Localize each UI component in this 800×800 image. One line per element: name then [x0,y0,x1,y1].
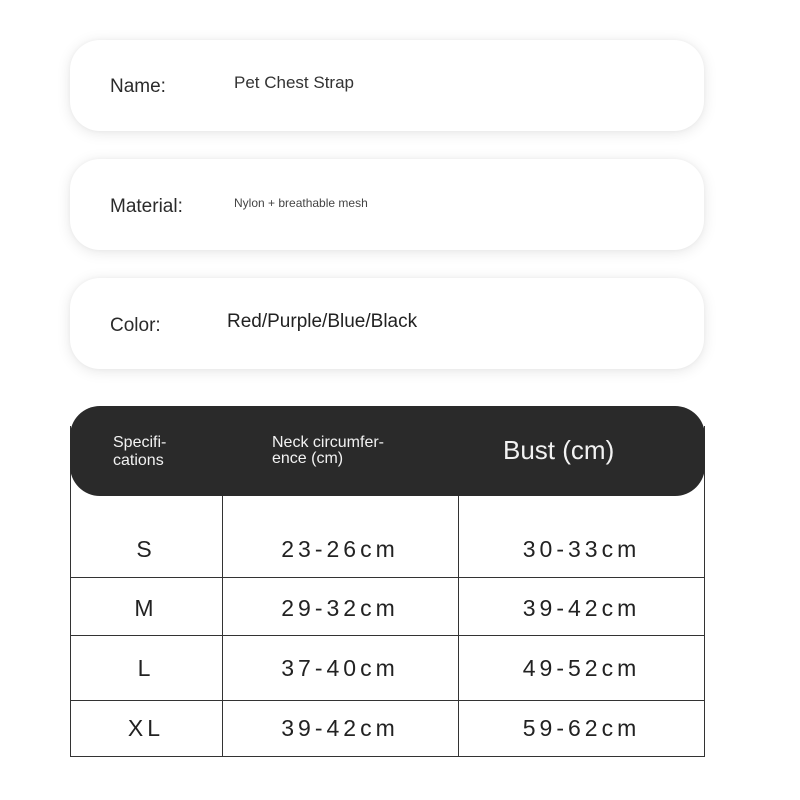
info-card-color [70,278,704,369]
row-divider [70,577,705,578]
color-value: Red/Purple/Blue/Black [227,311,418,332]
neck-cell: 23-26cm [281,536,399,562]
size-cell: S [136,536,156,562]
size-cell: XL [127,715,165,741]
header-neck-circumference: Neck circumfer- ence (cm) [272,434,385,467]
material-value: Nylon + breathable mesh [234,196,368,210]
size-cell: M [134,595,158,621]
neck-cell: 29-32cm [281,595,399,621]
info-card-name [70,40,704,131]
color-label: Color: [110,315,161,336]
material-label: Material: [110,196,183,217]
neck-cell: 37-40cm [281,655,399,681]
info-card-material [70,159,704,250]
header-specifications: Specifi- cations [113,434,167,469]
bust-cell: 39-42cm [522,595,641,621]
bust-cell: 59-62cm [522,715,641,741]
row-divider [70,700,705,701]
row-divider [70,635,705,636]
name-label: Name: [110,76,166,97]
bust-cell: 49-52cm [522,655,641,681]
bust-cell: 30-33cm [522,536,641,562]
size-cell: L [137,655,155,681]
header-bust: Bust (cm) [503,435,615,465]
size-table [70,406,705,757]
size-table-header [70,406,705,496]
name-value: Pet Chest Strap [234,73,355,92]
neck-cell: 39-42cm [281,715,399,741]
